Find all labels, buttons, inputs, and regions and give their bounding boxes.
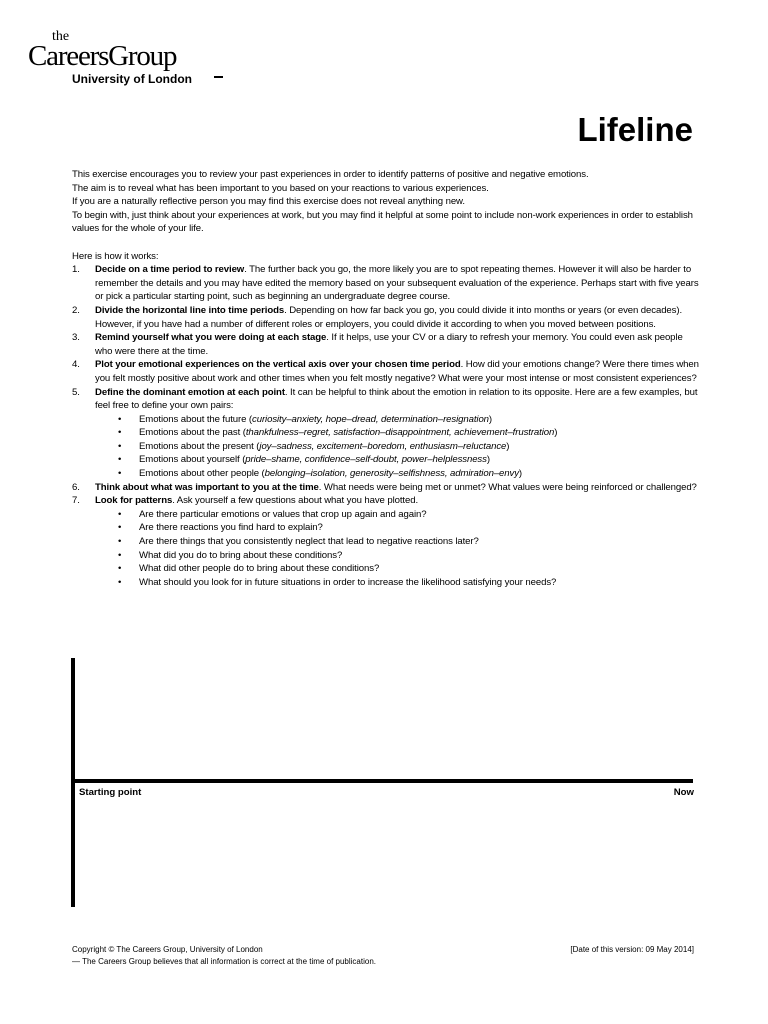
bullet-examples: joy–sadness, excitement–boredom, enthusiasm–reluctance (259, 440, 507, 452)
bullet-tail: ) (506, 440, 510, 452)
step-heading: Look for patterns (95, 495, 173, 507)
bullet-icon: • (118, 508, 122, 520)
step-heading: Think about what was important to you at the time (95, 481, 319, 493)
bullet-item (95, 453, 702, 467)
bullet-item (95, 521, 702, 535)
step-text: . Ask yourself a few questions about what you have plotted. (172, 495, 419, 507)
step-bullet-list (95, 508, 702, 590)
document-body (72, 168, 702, 589)
step-number: 3. (72, 332, 80, 344)
intro-line: To begin with, just think about your experiences at work, but you may find it helpful at some point to include non-work experiences in order to establish values for the whole of your life. (72, 209, 693, 235)
step-heading: Decide on a time period to review (95, 264, 245, 276)
bullet-icon: • (118, 427, 122, 439)
bullet-examples: thankfulness–regret, satisfaction–disappointment, achievement–frustration (245, 427, 555, 439)
step-heading: Plot your emotional experiences on the vertical axis over your chosen time period (95, 359, 461, 371)
step-item (72, 263, 702, 304)
bullet-tail: ) (518, 468, 523, 480)
bullet-tail: ) (554, 427, 558, 439)
bullet-item (95, 576, 702, 590)
bullet-icon: • (118, 536, 122, 548)
intro-line: This exercise encourages you to review your past experiences in order to identify patterns of positive and negative emotions. (72, 169, 589, 180)
careers-group-logo (28, 30, 228, 90)
step-item (72, 358, 702, 385)
bullet-text: Are there reactions you find hard to explain? (139, 522, 323, 534)
step-text: . What needs were being met or unmet? What values were being reinforced or challenged? (318, 481, 697, 493)
step-text: . How did your emotions change? Were there times when you felt mostly positive about work and other times when you felt mostly negative? What were your most intense or most consistent experiences? (95, 359, 699, 384)
bullet-item (95, 467, 702, 481)
step-item (72, 481, 702, 495)
bullet-item (95, 508, 702, 522)
logo-name: CareersGroup (28, 40, 177, 72)
disclaimer-text: — The Careers Group believes that all information is correct at the time of publication. (72, 957, 376, 966)
bullet-item (95, 426, 702, 440)
step-item (72, 304, 702, 331)
bullet-text: What should you look for in future situations in order to increase the likelihood satisfying your needs? (139, 576, 557, 588)
bullet-text: Emotions about the present ( (139, 440, 260, 452)
step-text: . The further back you go, the more likely you are to spot repeating themes. However it will also be harder to remember the details and you may have edited the memory based on your subsequent evaluation of the experience. Perhaps start with five years or pick a particular starting point, such as beginning an undergraduate degree course. (95, 264, 699, 303)
bullet-item (95, 440, 702, 454)
bullet-text: What did you do to bring about these conditions? (139, 549, 343, 561)
bullet-examples: pride–shame, confidence–self-doubt, power–helplessness (245, 454, 487, 466)
bullet-item (95, 535, 702, 549)
bullet-text: Are there things that you consistently neglect that lead to negative reactions later? (139, 536, 479, 548)
logo-university: University of London (72, 72, 192, 86)
steps-list (72, 263, 702, 589)
step-number: 1. (72, 264, 80, 276)
bullet-icon: • (118, 413, 122, 425)
how-it-works-heading: Here is how it works: (72, 250, 159, 262)
bullet-text: Are there particular emotions or values that crop up again and again? (139, 508, 427, 520)
bullet-icon: • (118, 454, 122, 466)
bullet-item (95, 413, 702, 427)
bullet-text: Emotions about yourself ( (139, 454, 246, 466)
page-title: Lifeline (577, 111, 693, 148)
bullet-icon: • (118, 440, 122, 452)
bullet-icon: • (118, 576, 122, 588)
bullet-item (95, 549, 702, 563)
bullet-text: Emotions about the past ( (139, 427, 246, 439)
bullet-text: Emotions about other people ( (139, 468, 265, 480)
bullet-tail: ) (486, 454, 490, 466)
bullet-text: Emotions about the future ( (139, 413, 253, 425)
step-item (72, 331, 702, 358)
step-text: . Depending on how far back you go, you could divide it into months or years (or even decades). However, if you have had a number of different roles or employers, you could divide it according to when you moved between positions. (95, 304, 683, 330)
step-number: 6. (72, 481, 80, 493)
now-label: Now (673, 787, 694, 798)
step-bullet-list (95, 413, 702, 481)
bullet-text: What did other people do to bring about these conditions? (139, 563, 380, 575)
step-number: 4. (72, 359, 80, 371)
intro-line: If you are a naturally reflective person you may find this exercise does not reveal anything new. (72, 196, 465, 208)
step-number: 5. (72, 386, 80, 398)
step-text: . If it helps, use your CV or a diary to refresh your memory. You could even ask people who were there at the time. (95, 332, 683, 357)
step-heading: Remind yourself what you were doing at each stage (95, 332, 327, 344)
bullet-examples: belonging–isolation, generosity–selfishness, admiration–envy (264, 468, 519, 480)
bullet-icon: • (118, 563, 122, 575)
copyright-text: Copyright © The Careers Group, University of London (72, 945, 263, 954)
step-number: 7. (72, 495, 80, 507)
step-heading: Divide the horizontal line into time periods (95, 304, 285, 316)
step-item (72, 494, 702, 589)
logo-dash (214, 76, 223, 78)
step-text: . It can be helpful to think about the emotion in relation to its opposite. Here are a few examples, but feel free to define your own pairs: (95, 386, 698, 412)
bullet-examples: curiosity–anxiety, hope–dread, determination–resignation (252, 413, 489, 425)
step-item (72, 386, 702, 481)
step-heading: Define the dominant emotion at each point (95, 386, 285, 398)
intro-line: The aim is to reveal what has been important to you based on your reactions to various experiences. (72, 182, 489, 194)
bullet-icon: • (118, 468, 122, 480)
version-date: [Date of this version: 09 May 2014] (570, 945, 694, 954)
starting-point-label: Starting point (79, 787, 142, 798)
bullet-item (95, 562, 702, 576)
logo-the: the (52, 29, 70, 44)
bullet-tail: ) (488, 413, 493, 425)
step-number: 2. (72, 304, 80, 316)
footer (72, 944, 694, 968)
bullet-icon: • (118, 522, 122, 534)
bullet-icon: • (118, 549, 122, 561)
